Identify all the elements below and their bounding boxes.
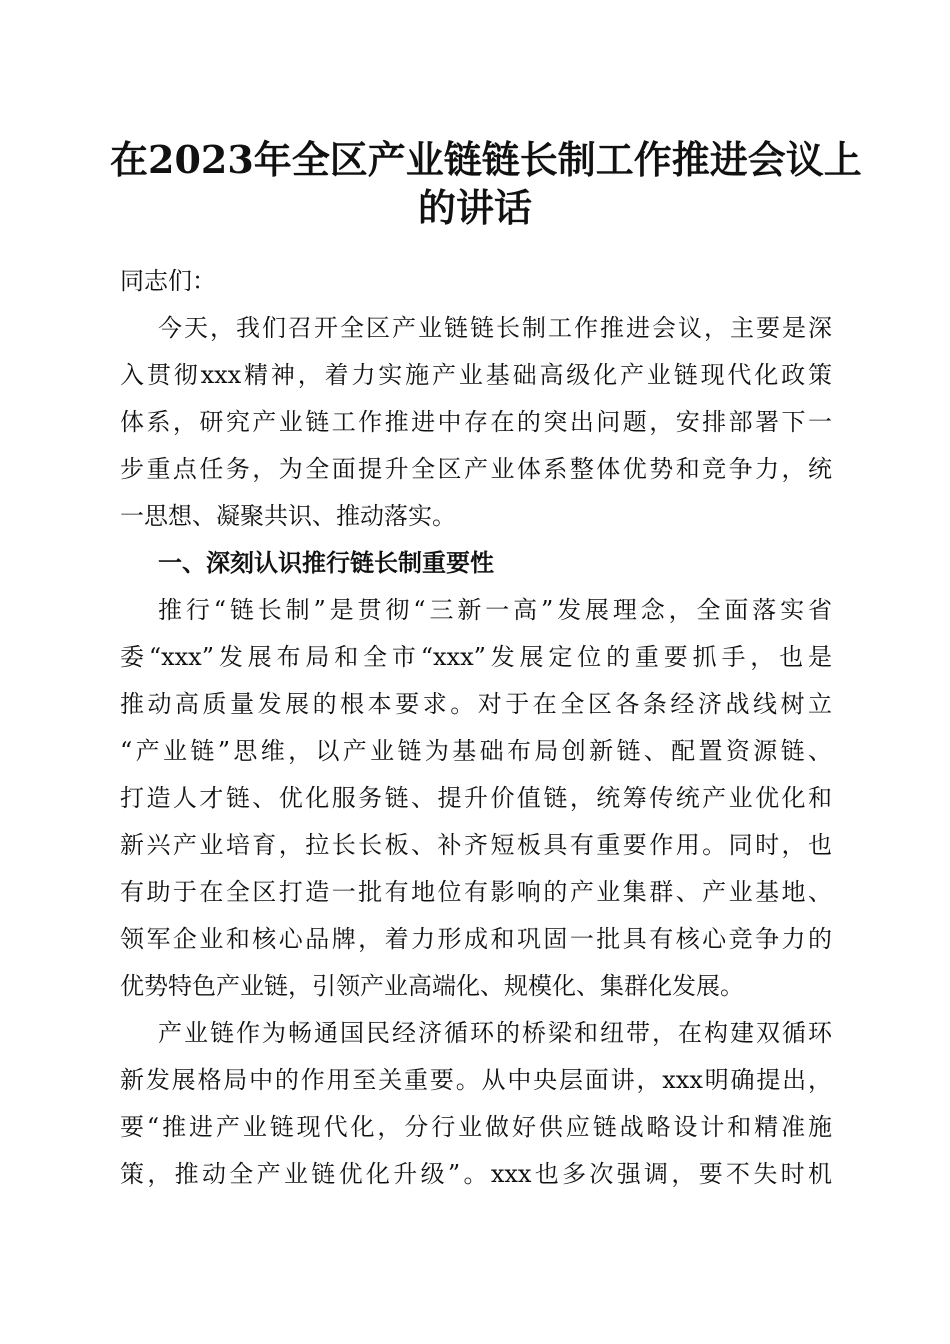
paragraph-line: 策，推动全产业链优化升级”。xxx也多次强调，要不失时机 (120, 1160, 832, 1188)
paragraph-line: 有助于在全区打造一批有地位有影响的产业集群、产业基地、 (120, 878, 832, 906)
salutation: 同志们： (120, 267, 216, 295)
paragraph-line: 入贯彻xxx精神，着力实施产业基础高级化产业链现代化政策 (120, 361, 832, 389)
paragraph-line: 产业链作为畅通国民经济循环的桥梁和纽带，在构建双循环 (158, 1019, 832, 1047)
paragraph-line: 一思想、凝聚共识、推动落实。 (120, 502, 456, 530)
paragraph-line: 打造人才链、优化服务链、提升价值链，统筹传统产业优化和 (120, 784, 832, 812)
paragraph-line: 新兴产业培育，拉长长板、补齐短板具有重要作用。同时，也 (120, 831, 832, 859)
title-line-2: 的讲话 (417, 185, 532, 230)
title-line-1: 在2023年全区产业链链长制工作推进会议上 (110, 137, 862, 182)
paragraph-line: 今天，我们召开全区产业链链长制工作推进会议，主要是深 (158, 314, 832, 342)
paragraph-line: 新发展格局中的作用至关重要。从中央层面讲，xxx明确提出， (120, 1066, 832, 1094)
document-title (110, 136, 862, 232)
paragraph-line: 推行“链长制”是贯彻“三新一高”发展理念，全面落实省 (158, 596, 832, 624)
paragraph-line: 推动高质量发展的根本要求。对于在全区各条经济战线树立 (120, 690, 832, 718)
paragraph-line: 领军企业和核心品牌，着力形成和巩固一批具有核心竞争力的 (120, 925, 832, 953)
section-heading: 一、深刻认识推行链长制重要性 (158, 549, 494, 577)
document-body (120, 258, 832, 1198)
paragraph-line: 委“xxx”发展布局和全市“xxx”发展定位的重要抓手，也是 (120, 643, 832, 671)
paragraph-line: 步重点任务，为全面提升全区产业体系整体优势和竞争力，统 (120, 455, 832, 483)
paragraph-line: 要“推进产业链现代化，分行业做好供应链战略设计和精准施 (120, 1113, 832, 1141)
paragraph-line: “产业链”思维，以产业链为基础布局创新链、配置资源链、 (120, 737, 832, 765)
paragraph-line: 优势特色产业链，引领产业高端化、规模化、集群化发展。 (120, 972, 744, 1000)
paragraph-line: 体系，研究产业链工作推进中存在的突出问题，安排部署下一 (120, 408, 832, 436)
